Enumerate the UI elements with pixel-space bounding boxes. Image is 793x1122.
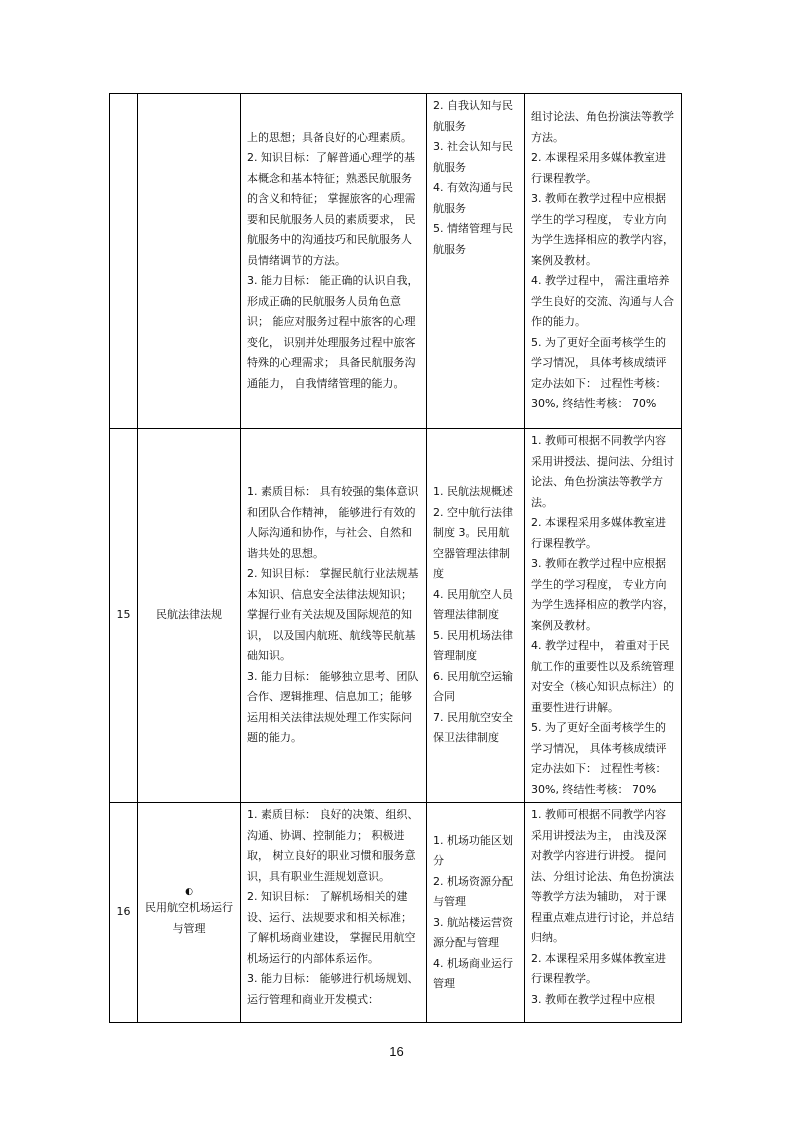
- objectives-cell: [241, 94, 427, 429]
- objective-text: 1. 素质目标： 良好的决策、组织、沟通、协调、控制能力； 积极进取， 树立良好的职业习惯和服务意识，具有职业生涯规划意识。: [247, 808, 419, 883]
- course-name-cell: [138, 803, 241, 1023]
- content-cell: [427, 94, 525, 429]
- objective-text: 3. 能力目标： 能够独立思考、团队合作、逻辑推理、信息加工；能够运用相关法律法规处理工作实际问题的能力。: [247, 669, 419, 745]
- objectives-cell: [241, 429, 427, 803]
- table-row: [110, 803, 682, 1023]
- requirement-text: 4. 教学过程中， 着重对于民航工作的重要性以及系统管理对安全（核心知识点标注）的重要性进行讲解。: [531, 639, 674, 714]
- requirement-text: 1. 教师可根据不同教学内容采用讲授法、提问法、分组讨论法、角色扮演法等教学方法。: [531, 434, 674, 509]
- requirements-cell: [525, 94, 682, 429]
- content-item: 2. 机场资源分配与管理: [433, 874, 513, 908]
- requirement-text: 3. 教师在教学过程中应根据学生的学习程度， 专业方向为学生选择相应的教学内容，案例及教材。: [531, 192, 674, 267]
- content-item: 7. 民用航空安全保卫法律制度: [433, 710, 513, 745]
- requirement-text: 3. 教师在教学过程中应根: [531, 992, 655, 1006]
- content-cell: [427, 803, 525, 1023]
- content-item: 4. 民用航空人员管理法律制度: [433, 587, 513, 622]
- requirement-text: 5. 为了更好全面考核学生的学习情况， 具体考核成绩评定办法如下： 过程性考核： 30%, 终结性考核： 70%: [531, 721, 667, 796]
- content-item: 2. 自我认知与民航服务: [433, 99, 513, 133]
- requirement-text: 3. 教师在教学过程中应根据学生的学习程度， 专业方向为学生选择相应的教学内容，案例及教材。: [531, 557, 674, 632]
- requirement-text: 1. 教师可根据不同教学内容采用讲授法为主， 由浅及深对教学内容进行讲授。 提问法、分组讨论法、角色扮演法等教学方法为辅助， 对于课程重点难点进行讨论，并总结归纳。: [531, 808, 674, 944]
- content-item: 4. 有效沟通与民航服务: [433, 181, 513, 215]
- requirements-cell: [525, 803, 682, 1023]
- content-item: 5. 民用机场法律管理制度: [433, 628, 513, 663]
- requirement-text: 2. 本课程采用多媒体教室进行课程教学。: [531, 151, 666, 185]
- objective-text: 3. 能力目标： 能够进行机场规划、运行管理和商业开发模式：: [247, 972, 419, 1006]
- course-table: [109, 93, 682, 1023]
- content-item: 2. 空中航行法律制度 3。民用航空器管理法律制度: [433, 505, 513, 581]
- requirement-text: 5. 为了更好全面考核学生的学习情况， 具体考核成绩评定办法如下： 过程性考核： 30%, 终结性考核： 70%: [531, 335, 667, 411]
- course-name-cell: 民航法律法规: [138, 429, 241, 803]
- course-number-cell: 15: [110, 429, 138, 803]
- content-item: 1. 民航法规概述: [433, 485, 513, 499]
- content-item: 5. 情绪管理与民航服务: [433, 222, 513, 256]
- requirements-cell: [525, 429, 682, 803]
- table-row: [110, 429, 682, 803]
- requirement-text: 2. 本课程采用多媒体教室进行课程教学。: [531, 516, 666, 550]
- page-number: 16: [389, 1044, 404, 1059]
- content-item: 3. 社会认知与民航服务: [433, 140, 513, 174]
- half-circle-icon: ◐: [185, 887, 193, 897]
- objective-text: 3. 能力目标： 能正确的认识自我， 形成正确的民航服务人员角色意识； 能应对服务过程中旅客的心理变化， 识别并处理服务过程中旅客特殊的心理需求； 具备民航服务沟通能力， 自我情绪管理的能力。: [247, 274, 419, 390]
- table-row: [110, 94, 682, 429]
- objective-text: 2. 知识目标：了解普通心理学的基本概念和基本特征；熟悉民航服务的含义和特征； 掌握旅客的心理需要和民航服务人员的素质要求， 民航服务中的沟通技巧和民航服务人员情绪调节的方法。: [247, 151, 416, 267]
- requirement-text: 4. 教学过程中， 需注重培养学生良好的交流、沟通与人合作的能力。: [531, 274, 674, 329]
- objective-text: 2. 知识目标： 了解机场相关的建设、运行、法规要求和相关标准；了解机场商业建设， 掌握民用航空机场运行的内部体系运作。: [247, 890, 416, 965]
- objective-text: 1. 素质目标： 具有较强的集体意识和团队合作精神， 能够进行有效的人际沟通和协作，与社会、自然和谐共处的思想。: [247, 485, 419, 560]
- course-number-cell: 16: [110, 803, 138, 1023]
- content-item: 4. 机场商业运行管理: [433, 956, 513, 990]
- requirement-text: 组讨论法、角色扮演法等教学方法。: [531, 110, 674, 144]
- course-number-cell: [110, 94, 138, 429]
- requirement-text: 2. 本课程采用多媒体教室进行课程教学。: [531, 951, 666, 985]
- content-cell: [427, 429, 525, 803]
- objectives-cell: [241, 803, 427, 1023]
- course-name-cell: [138, 94, 241, 429]
- content-item: 1. 机场功能区划分: [433, 833, 513, 867]
- course-name-text: 民用航空机场运行与管理: [145, 901, 233, 935]
- objective-text: 上的思想；具备良好的心理素质。: [247, 130, 412, 144]
- content-item: 3. 航站楼运营资源分配与管理: [433, 915, 513, 949]
- objective-text: 2. 知识目标： 掌握民航行业法规基本知识、信息安全法律法规知识； 掌握行业有关法规及国际规范的知识， 以及国内航班、航线等民航基础知识。: [247, 567, 419, 663]
- content-item: 6. 民用航空运输合同: [433, 669, 513, 704]
